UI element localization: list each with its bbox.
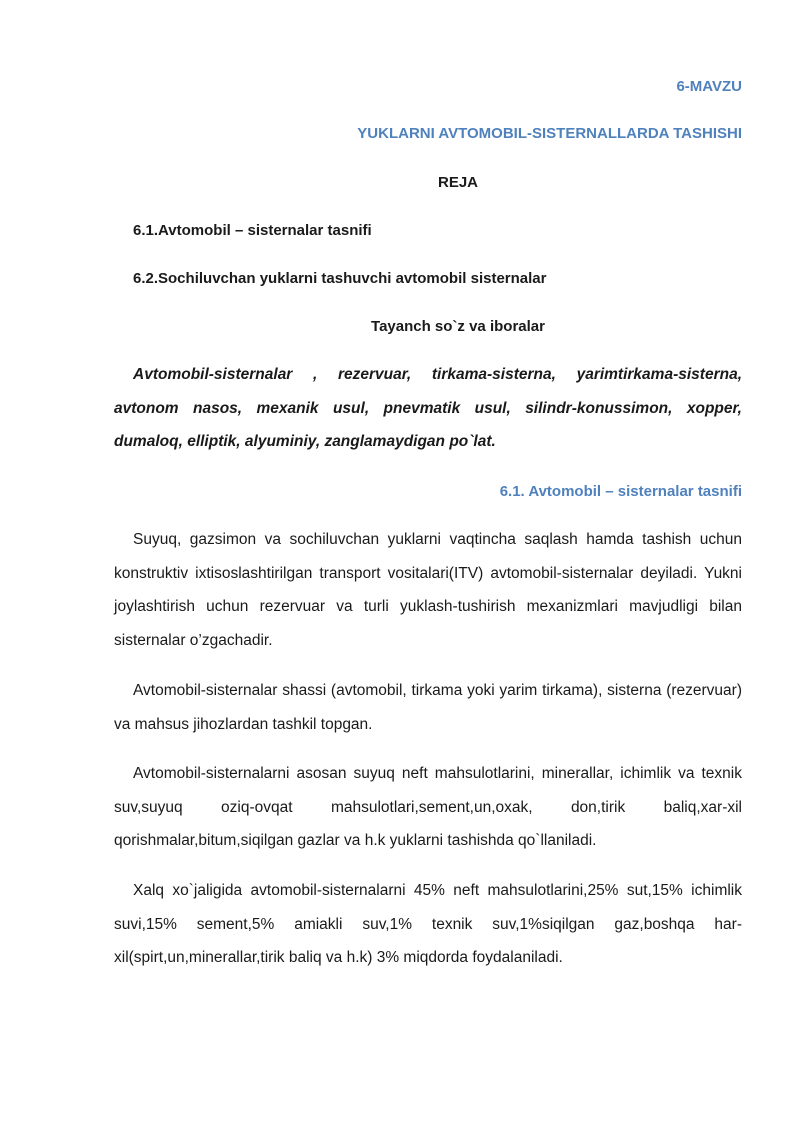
keywords-heading: Tayanch so`z va iboralar	[371, 318, 545, 335]
plan-item-1: 6.1.Avtomobil – sisternalar tasnifi	[133, 222, 372, 239]
paragraph-3: Avtomobil-sisternalarni asosan suyuq neft mahsulotlarini, minerallar, ichimlik va texnik suv,suyuq oziq-ovqat mahsulotlari,sement,un,oxak, don,tirik baliq,xar-xil qorishmalar,bitum,siqilgan gazlar va h.k yuklarni tashishda qo`llaniladi.	[114, 765, 742, 849]
paragraph-1: Suyuq, gazsimon va sochiluvchan yuklarni vaqtincha saqlash hamda tashish uchun konstruktiv ixtisoslashtirilgan transport vositalari(ITV) avtomobil-sisternalar deyiladi. Yukni joylashtirish uchun rezervuar va turli yuklash-tushirish mexanizmlari mavjudligi bilan sisternalar o’zgachadir.	[114, 531, 742, 649]
plan-heading: REJA	[437, 174, 478, 191]
topic-number: 6-MAVZU	[676, 78, 742, 95]
paragraph-2: Avtomobil-sisternalar shassi (avtomobil, tirkama yoki yarim tirkama), sisterna (rezervuar) va mahsus jihozlardan tashkil topgan.	[114, 682, 742, 733]
section-heading: 6.1. Avtomobil – sisternalar tasnifi	[499, 483, 742, 500]
keywords-text: Avtomobil-sisternalar , rezervuar, tirkama-sisterna, yarimtirkama-sisterna, avtonom nasos, mexanik usul, pnevmatik usul, silindr-konussimon, xopper, dumaloq, elliptik, alyuminiy, zanglamaydigan po`lat.	[114, 366, 742, 450]
topic-title: YUKLARNI AVTOMOBIL-SISTERNALLARDA TASHISHI	[357, 125, 742, 142]
paragraph-4: Xalq xo`jaligida avtomobil-sisternalarni 45% neft mahsulotlarini,25% sut,15% ichimlik suvi,15% sement,5% amiakli suv,1% texnik suv,1%siqilgan gaz,boshqa har-xil(spirt,un,minerallar,tirik baliq va h.k) 3% miqdorda foydalaniladi.	[114, 882, 742, 966]
plan-item-2: 6.2.Sochiluvchan yuklarni tashuvchi avtomobil sisternalar	[133, 270, 547, 287]
